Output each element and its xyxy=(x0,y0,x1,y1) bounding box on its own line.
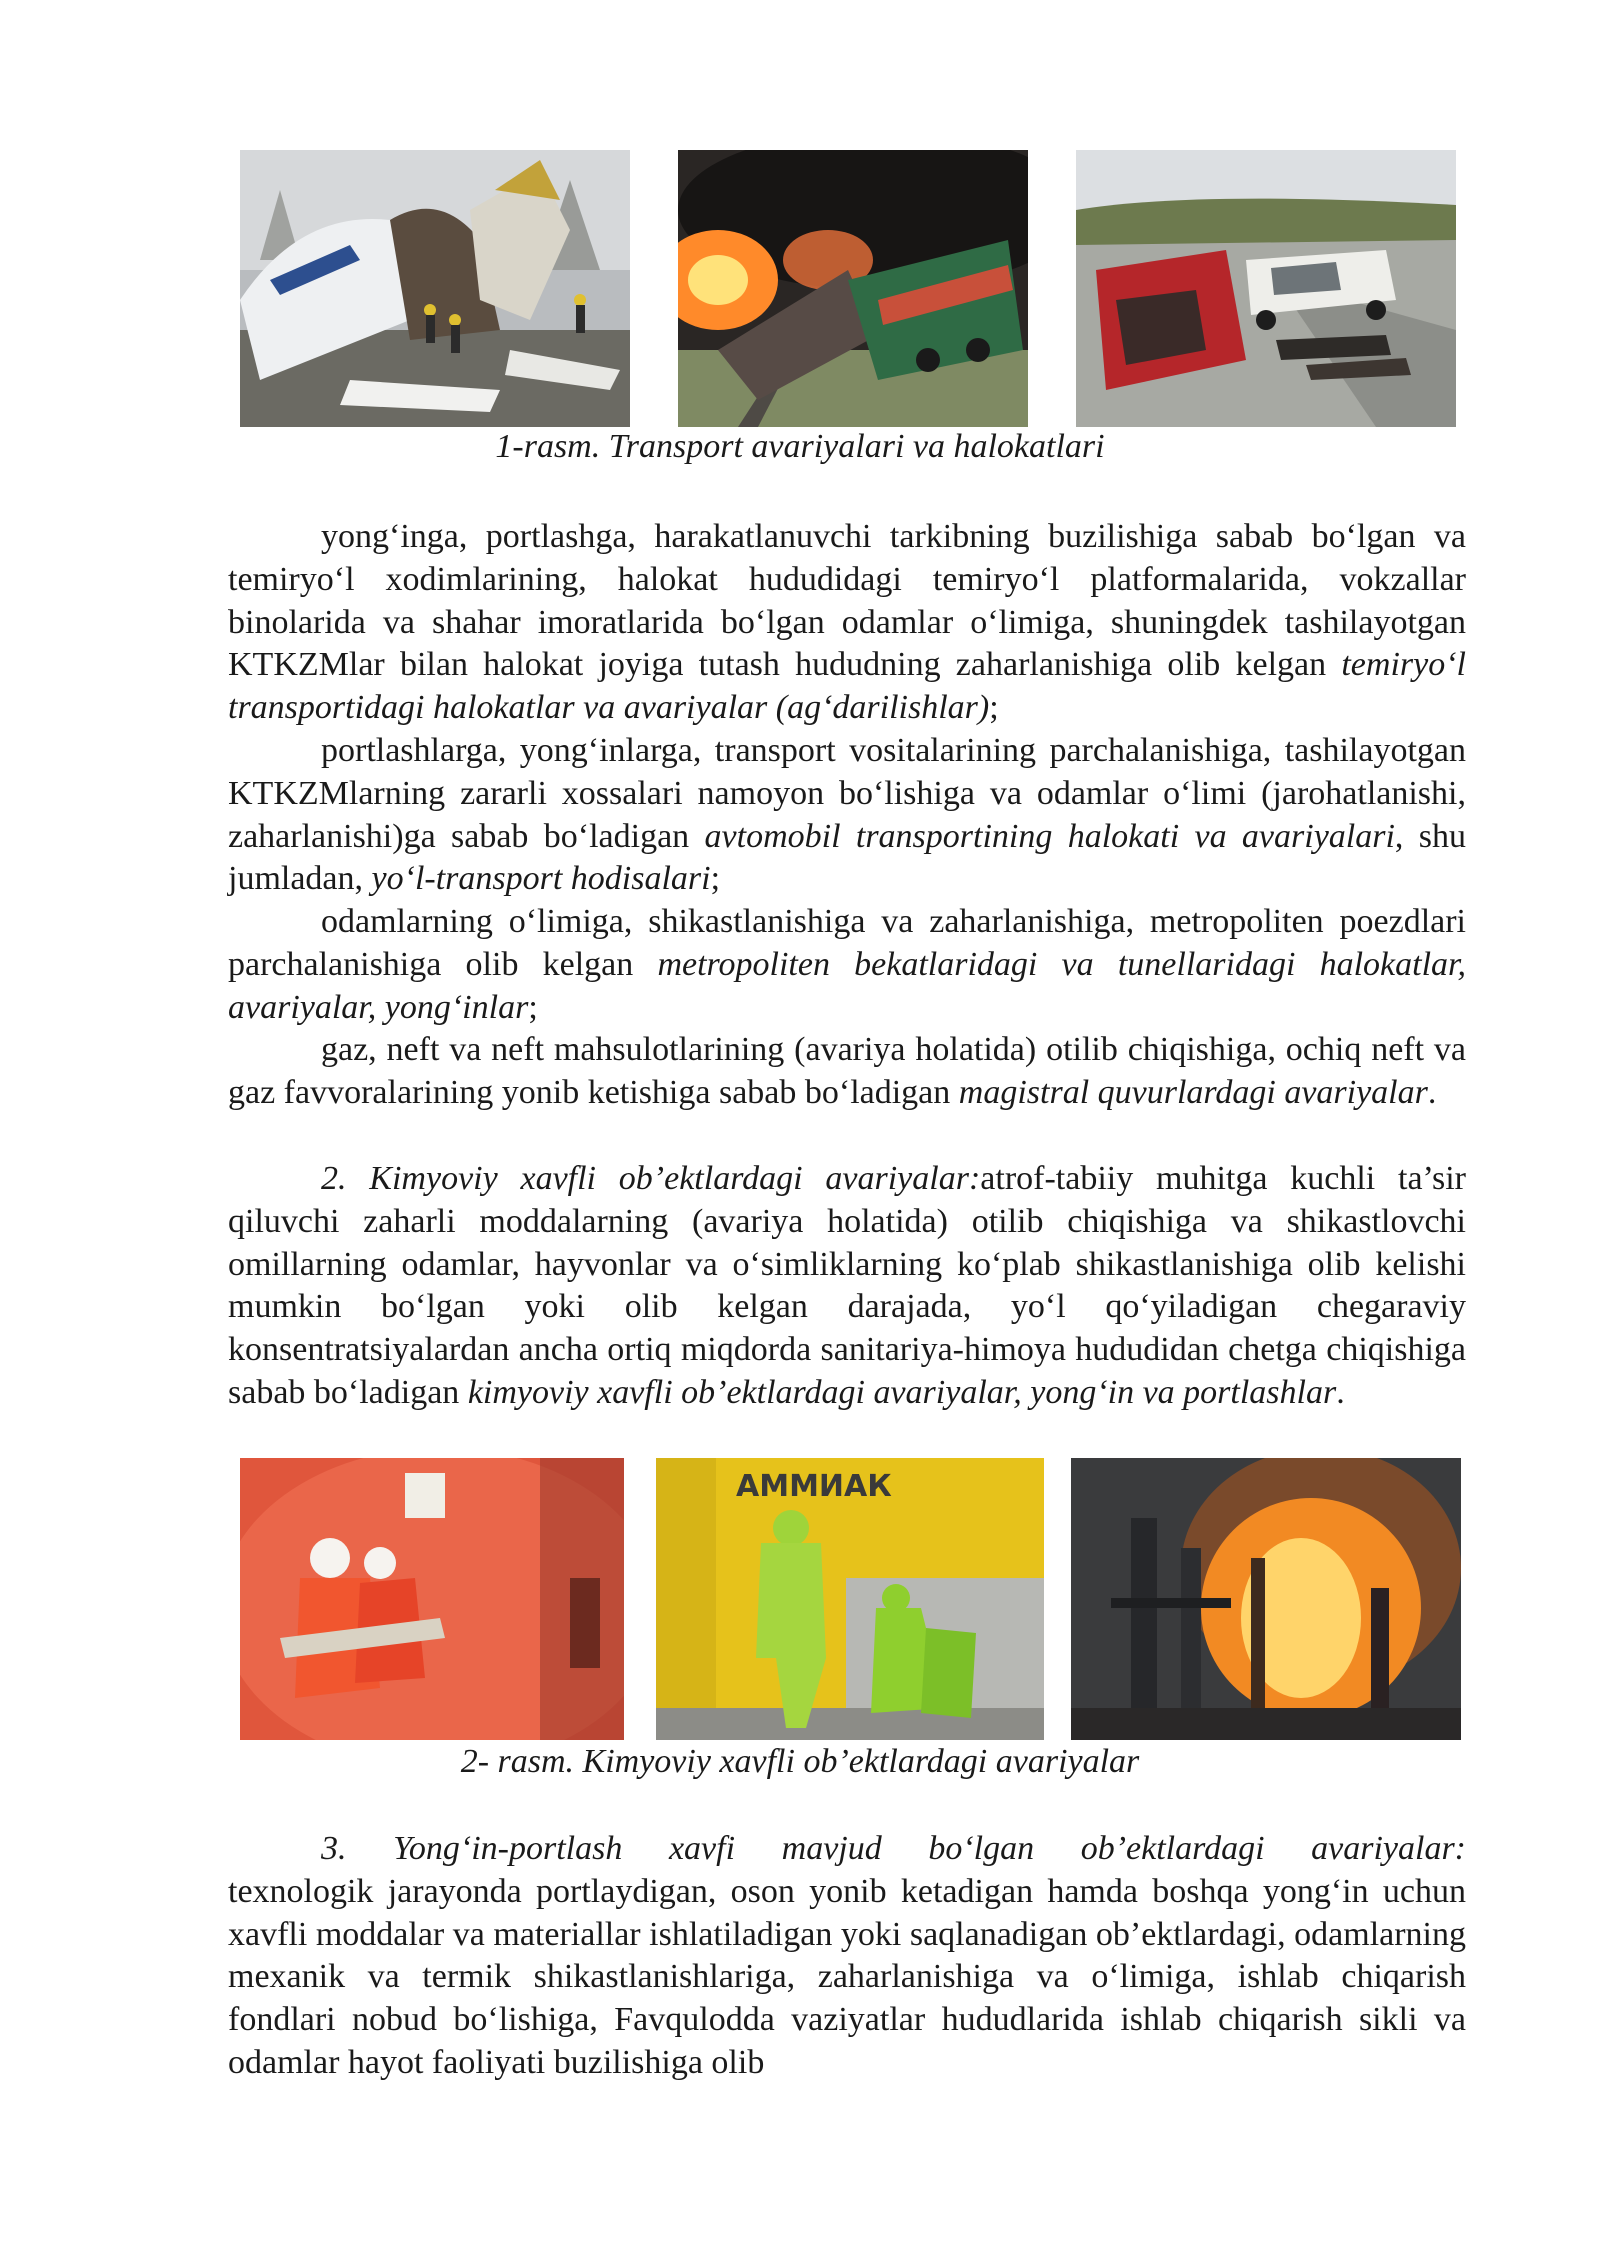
text-run: yong‘inga, portlashga, harakatlanuvchi tarkibning buzilishiga sabab bo‘lgan va temiryo‘l xodimlarining, halokat hududidagi temiryo‘l platformalarida, vokzallar binolarida va shahar imoratlarida bo‘lgan odamlar o‘limiga, shuningdek tashilayotgan KTKZMlar bilan halokat joyiga tutash hududning zaharlanishiga olib kelgan xyxy=(228,518,1466,684)
text-run: , shu jumladan, xyxy=(228,817,1467,898)
text-run: texnologik jarayonda portlaydigan, oson yonib ketadigan hamda boshqa yong‘in uchun xavfli moddalar va materiallar ishlatiladigan yoki saqlanadigan ob’ektlardagi, odamlarning mexanik va termik shikastlanishlariga, zaharlanishiga va o‘limiga, ishlab chiqarish fondlari nobud bo‘lishiga, Favqulodda vaziyatlar hududlarida ishlab chiqarish sikli va odamlar hayot faoliyati buzilishiga olib xyxy=(228,1872,1466,2081)
paragraph-pipeline xyxy=(228,1029,1466,1115)
hazmat-ammonia-photo xyxy=(656,1458,1044,1740)
red-smoke-rescue-photo xyxy=(240,1458,624,1740)
text-run: gaz, neft va neft mahsulotlarining (avariya holatida) otilib chiqishiga, ochiq neft va gaz favvoralarining yonib ketishiga sabab bo‘ladigan xyxy=(228,1031,1466,1111)
text-run: ; xyxy=(528,988,538,1026)
plane-crash-photo xyxy=(240,150,630,427)
text-run: odamlarning o‘limiga, shikastlanishiga va zaharlanishiga, metropoliten poezdlari parchalanishiga olib kelgan xyxy=(228,903,1466,983)
paragraph-road xyxy=(228,730,1466,901)
text-run: ; xyxy=(710,860,721,898)
figure-1-caption: 1-rasm. Transport avariyalari va halokatlari xyxy=(495,428,1105,465)
section-heading: 2. Kimyoviy xavfli ob’ektlardagi avariyalar: xyxy=(321,1160,981,1197)
paragraph-chemical xyxy=(228,1158,1466,1415)
italic-term: yo‘l-transport hodisalari xyxy=(371,860,711,898)
text-run: ; xyxy=(989,689,999,727)
italic-term: temiryo‘l transportidagi halokatlar va avariyalar (ag‘darilishlar) xyxy=(228,646,1466,727)
italic-term: avtomobil transportining halokati va avariyalari xyxy=(704,817,1395,855)
paragraph-metro xyxy=(228,901,1466,1029)
train-derailment-photo xyxy=(678,150,1028,427)
section-heading: 3. Yong‘in-portlash xavfi mavjud bo‘lgan ob’ektlardagi avariyalar: xyxy=(321,1830,1466,1867)
refinery-fire-photo xyxy=(1071,1458,1461,1740)
text-run: atrof-tabiiy muhitga kuchli ta’sir qiluvchi zaharli moddalarning (avariya holatida) otilib chiqishiga va shikastlovchi omillarning odamlar, hayvonlar va o‘simliklarning ko‘plab shikastlanishiga olib kelishi mumkin bo‘lgan yoki olib kelgan darajada, yo‘l qo‘yiladigan chegaraviy konsentratsiyalardan ancha ortiq miqdorda sanitariya-himoya hududidan chetga chiqishiga sabab bo‘ladigan xyxy=(228,1160,1466,1411)
text-run: portlashlarga, yong‘inlarga, transport vositalarining parchalanishiga, tashilayotgan KTKZMlarning zararli xossalari namoyon bo‘lishiga va odamlar o‘limi (jarohatlanishi, zaharlanishi)ga sabab bo‘ladigan xyxy=(228,732,1466,855)
paragraph-railway xyxy=(228,516,1466,730)
italic-term: metropoliten bekatlaridagi va tunellaridagi halokatlar, avariyalar, yong‘inlar xyxy=(228,945,1466,1026)
text-run: . xyxy=(1336,1373,1345,1411)
italic-term: kimyoviy xavfli ob’ektlardagi avariyalar, yong‘in va portlashlar xyxy=(467,1373,1337,1411)
figure-2-caption: 2- rasm. Kimyoviy xavfli ob’ektlardagi avariyalar xyxy=(460,1743,1140,1780)
paragraph-fire-explosion xyxy=(228,1828,1466,2085)
ammonia-sign-text: АММИАК xyxy=(736,1469,892,1504)
italic-term: magistral quvurlardagi avariyalar xyxy=(958,1073,1428,1111)
text-run: . xyxy=(1427,1073,1437,1111)
car-accident-photo xyxy=(1076,150,1456,427)
